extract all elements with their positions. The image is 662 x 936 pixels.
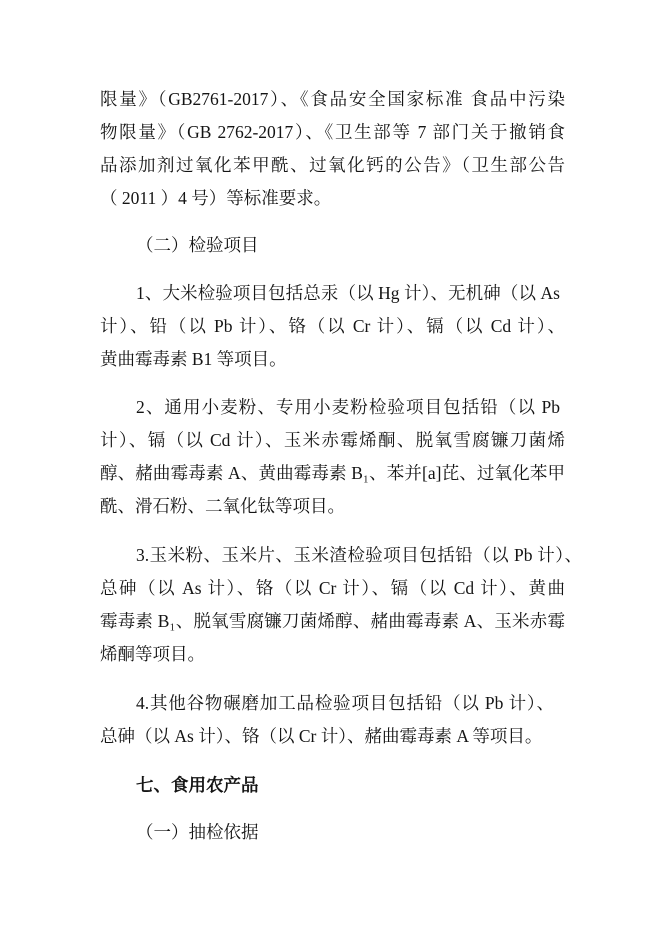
text-line: 物限量》（GB 2762-2017）、《卫生部等 7 部门关于撤销食 <box>100 122 565 142</box>
section-heading-edible-agricultural-products <box>100 769 570 802</box>
text-line: 计）、镉（以 Cd 计）、玉米赤霉烯酮、脱氧雪腐镰刀菌烯 <box>100 430 565 450</box>
paragraph-item-2-wheat-flour <box>100 391 570 523</box>
text-line: 计）、铅（以 Pb 计）、铬（以 Cr 计）、镉（以 Cd 计）、 <box>100 316 565 336</box>
text-line: 总砷（以 As 计）、铬（以 Cr 计）、镉（以 Cd 计）、黄曲 <box>100 578 565 598</box>
text-line: 限量》（GB2761-2017）、《食品安全国家标准 食品中污染 <box>100 89 565 109</box>
text-line: 1、大米检验项目包括总汞（以 Hg 计）、无机砷（以 As <box>136 283 560 303</box>
text-line: 总砷（以 As 计）、铬（以 Cr 计）、赭曲霉毒素 A 等项目。 <box>100 726 543 746</box>
paragraph-standards-continued <box>100 83 570 215</box>
text-line: 黄曲霉毒素 B1 等项目。 <box>100 349 287 369</box>
subheading-text: （一）抽检依据 <box>136 822 259 842</box>
text-line: 2、通用小麦粉、专用小麦粉检验项目包括铅（以 Pb <box>136 397 560 417</box>
text-line: 烯酮等项目。 <box>100 644 205 664</box>
text-line: （ 2011 ）4 号）等标准要求。 <box>100 188 332 208</box>
subheading-text: （二）检验项目 <box>136 235 259 255</box>
paragraph-item-1-rice <box>100 277 570 376</box>
subheading-inspection-items <box>100 229 570 262</box>
document-body <box>100 83 582 849</box>
text-line: 醇、赭曲霉毒素 A、黄曲霉毒素 B₁、苯并[a]芘、过氧化苯甲 <box>100 463 565 483</box>
text-line: 品添加剂过氧化苯甲酰、过氧化钙的公告》（卫生部公告 <box>100 155 565 175</box>
section-heading-text: 七、食用农产品 <box>136 775 259 795</box>
paragraph-item-4-other-grains <box>100 687 570 753</box>
text-line: 3.玉米粉、玉米片、玉米渣检验项目包括铅（以 Pb 计）、 <box>136 545 582 565</box>
text-line: 4.其他谷物碾磨加工品检验项目包括铅（以 Pb 计）、 <box>136 693 554 713</box>
text-line: 霉毒素 B₁、脱氧雪腐镰刀菌烯醇、赭曲霉毒素 A、玉米赤霉 <box>100 611 565 631</box>
paragraph-item-3-corn <box>100 539 582 671</box>
subheading-sampling-basis <box>100 816 570 849</box>
text-line: 酰、滑石粉、二氧化钛等项目。 <box>100 496 345 516</box>
